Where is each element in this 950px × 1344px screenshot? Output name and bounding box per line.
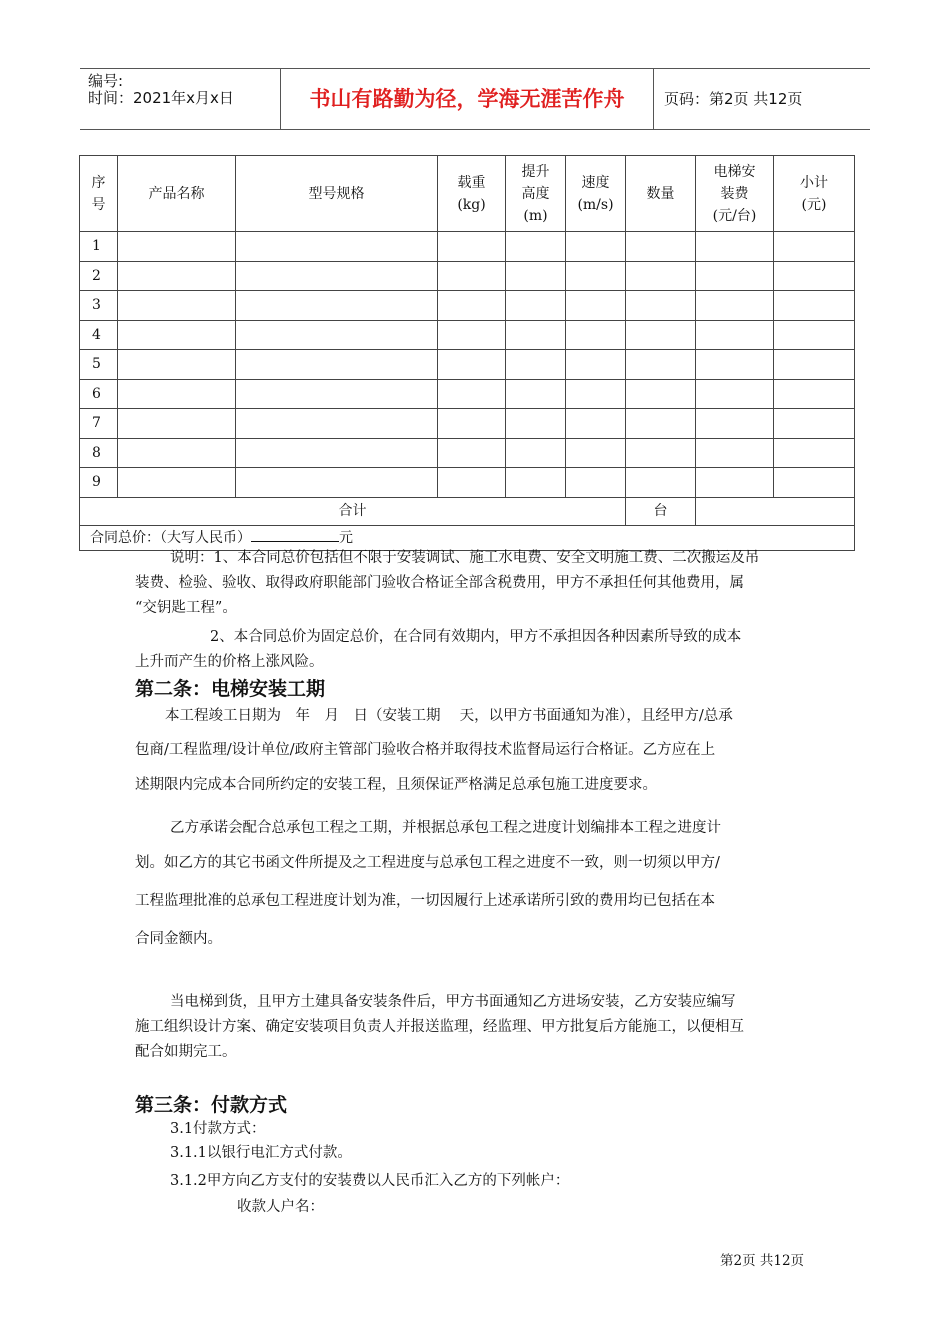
- note1-line: 说明：1、本合同总价包括但不限于安装调试、施工水电费、安全文明施工费、二次搬运及吊: [170, 550, 760, 566]
- table-row: [80, 320, 855, 350]
- amount-blank: [251, 528, 339, 542]
- section2-p3-line: 配合如期完工。: [135, 1044, 237, 1060]
- total-label: 合计: [80, 497, 626, 525]
- section2-p1-line: 本工程竣工日期为 年 月 日（安装工期 天，以甲方书面通知为准），且经甲方/总承: [165, 708, 733, 724]
- page-header: [80, 68, 870, 130]
- payment-line: 3.1付款方式：: [170, 1121, 266, 1137]
- table-row: [80, 468, 855, 498]
- row-number: 1: [80, 232, 118, 262]
- row-number: 6: [80, 379, 118, 409]
- section2-p2-line: 划。如乙方的其它书函文件所提及之工程进度与总承包工程之进度不一致，则一切须以甲方/: [135, 855, 720, 871]
- section2-p3-line: 施工组织设计方案、确定安装项目负责人并报送监理，经监理、甲方批复后方能施工，以便相互: [135, 1019, 744, 1035]
- contract-total: 合同总价：（大写人民币） 元: [80, 525, 855, 550]
- section2-title: 第二条：电梯安装工期: [135, 678, 326, 700]
- table-row: [80, 409, 855, 439]
- note1-line: 装费、检验、验收、取得政府职能部门验收合格证全部含税费用，甲方不承担任何其他费用，属: [135, 575, 744, 591]
- header-qty: 数量: [626, 156, 696, 232]
- header-model: 型号规格: [236, 156, 438, 232]
- row-number: 3: [80, 291, 118, 321]
- table-row: [80, 379, 855, 409]
- header-height: 提升 高度 (m): [506, 156, 566, 232]
- row-number: 5: [80, 350, 118, 380]
- header-seq: 序 号: [80, 156, 118, 232]
- payment-line: 3.1.2甲方向乙方支付的安装费以人民币汇入乙方的下列帐户：: [170, 1173, 570, 1189]
- section2-p1-line: 述期限内完成本合同所约定的安装工程，且须保证严格满足总承包施工进度要求。: [135, 777, 657, 793]
- table-row: [80, 291, 855, 321]
- payee-name-label: 收款人户名：: [237, 1199, 324, 1215]
- elevator-price-table: [79, 155, 855, 551]
- time-label: 时间：2021年x月x日: [88, 89, 234, 107]
- total-row: [80, 497, 855, 525]
- note2-line: 上升而产生的价格上涨风险。: [135, 654, 324, 670]
- row-number: 2: [80, 261, 118, 291]
- header-meta: [80, 69, 281, 129]
- section2-p2-line: 乙方承诺会配合总承包工程之工期，并根据总承包工程之进度计划编排本工程之进度计: [170, 820, 721, 836]
- section2-p2-line: 工程监理批准的总承包工程进度计划为准，一切因履行上述承诺所引致的费用均已包括在本: [135, 893, 715, 909]
- page-footer: 第2页 共12页: [720, 1253, 805, 1269]
- table-row: [80, 232, 855, 262]
- table-row: [80, 438, 855, 468]
- section2-p3-line: 当电梯到货，且甲方土建具备安装条件后，甲方书面通知乙方进场安装，乙方安装应编写: [170, 994, 736, 1010]
- header-fee: 电梯安 装费 (元/台): [696, 156, 774, 232]
- header-load: 载重 (kg): [438, 156, 506, 232]
- header-motto: 书山有路勤为径，学海无涯苦作舟: [281, 69, 654, 129]
- header-speed: 速度 (m/s): [566, 156, 626, 232]
- row-number: 4: [80, 320, 118, 350]
- row-number: 7: [80, 409, 118, 439]
- section3-title: 第三条：付款方式: [135, 1094, 288, 1116]
- table-row: [80, 261, 855, 291]
- note2-line: 2、本合同总价为固定总价，在合同有效期内，甲方不承担因各种因素所导致的成本: [210, 629, 742, 645]
- table-row: [80, 350, 855, 380]
- header-page-info: 页码：第2页 共12页: [664, 90, 803, 108]
- unit-label: 台: [626, 497, 696, 525]
- payment-line: 3.1.1以银行电汇方式付款。: [170, 1145, 352, 1161]
- number-label: 编号:: [88, 72, 124, 90]
- row-number: 9: [80, 468, 118, 498]
- section2-p2-line: 合同金额内。: [135, 931, 222, 947]
- table-header-row: [80, 156, 855, 232]
- header-product-name: 产品名称: [118, 156, 236, 232]
- header-subtotal: 小计 (元): [774, 156, 855, 232]
- note1-line: “交钥匙工程”。: [135, 600, 237, 616]
- section2-p1-line: 包商/工程监理/设计单位/政府主管部门验收合格并取得技术监督局运行合格证。乙方应在上: [135, 742, 716, 758]
- row-number: 8: [80, 438, 118, 468]
